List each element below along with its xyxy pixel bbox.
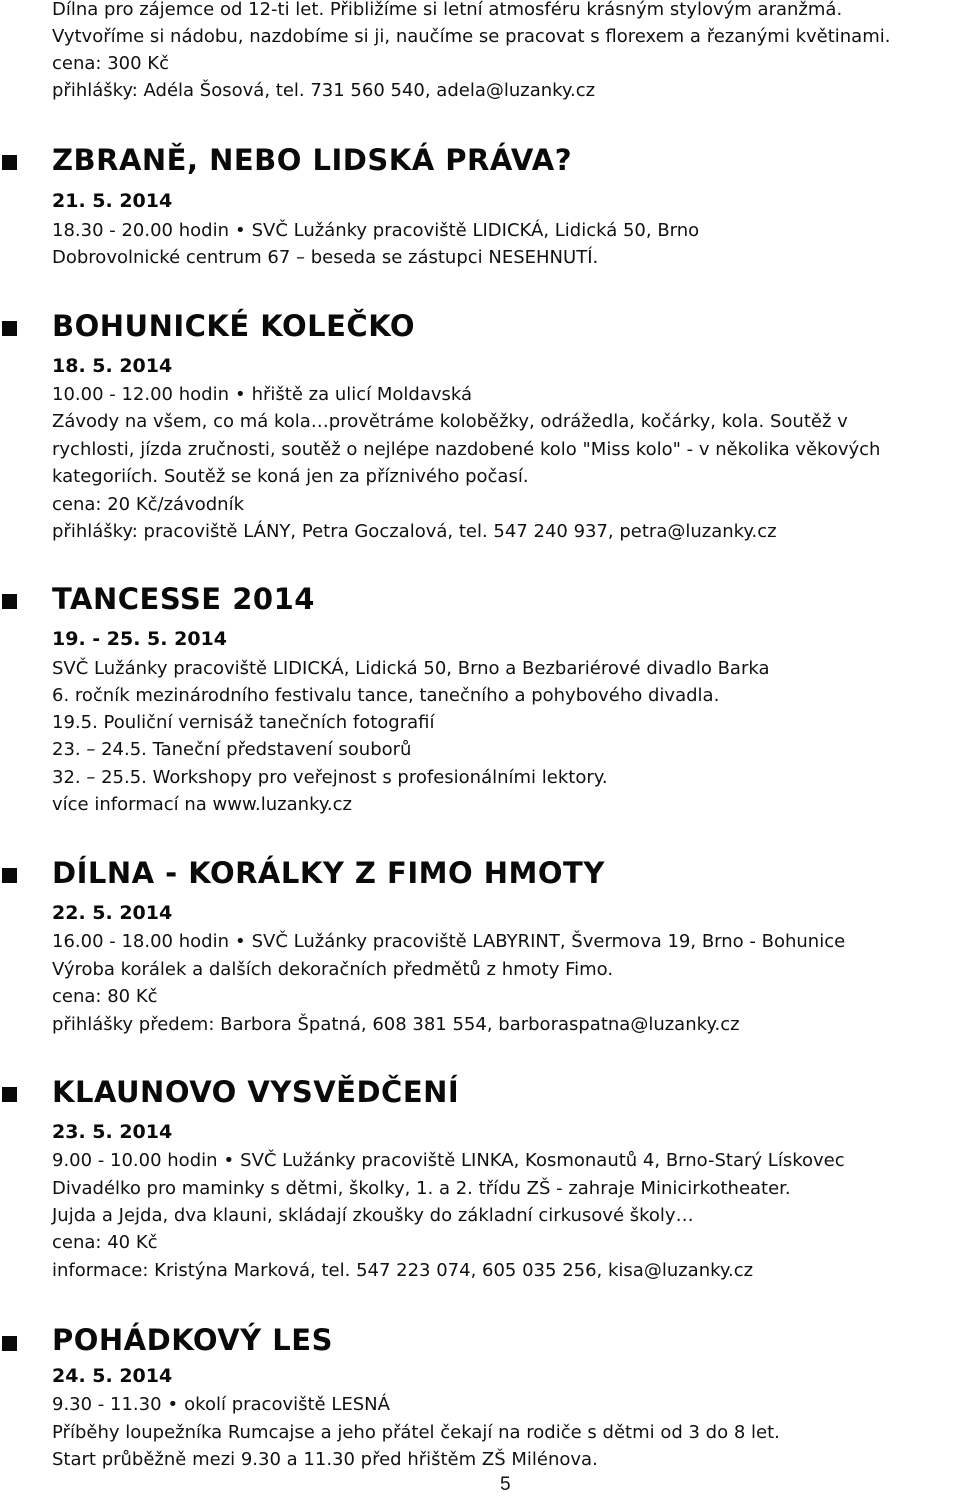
event-place: SVČ Lužánky pracoviště LABYRINT, Švermova 19, Brno - Bohunice <box>251 931 846 952</box>
event-date: 23. 5. 2014 <box>52 1121 173 1143</box>
event-date: 21. 5. 2014 <box>52 190 173 212</box>
event-description: Závody na všem, co má kola…provětráme koloběžky, odrážedla, kočárky, kola. Soutěž v <box>52 411 848 432</box>
event-description: 19.5. Pouliční vernisáž tanečních fotografií <box>52 712 435 733</box>
event-price: cena: 40 Kč <box>52 1232 158 1253</box>
event-description: SVČ Lužánky pracoviště LIDICKÁ, Lidická 50, Brno a Bezbariérové divadlo Barka <box>52 658 770 679</box>
event-time-place <box>52 1391 390 1418</box>
event-description: Divadélko pro maminky s dětmi, školky, 1. a 2. třídu ZŠ - zahraje Minicirkotheater. <box>52 1178 791 1199</box>
event-price: cena: 20 Kč/závodník <box>52 494 244 515</box>
event-date: 18. 5. 2014 <box>52 355 173 377</box>
event-description: Výroba korálek a dalších dekoračních předmětů z hmoty Fimo. <box>52 959 614 980</box>
event-date: 24. 5. 2014 <box>52 1365 173 1387</box>
bullet-icon <box>2 868 17 883</box>
event-date: 19. - 25. 5. 2014 <box>52 628 227 650</box>
intro-line-1: Dílna pro zájemce od 12-ti let. Přibližíme si letní atmosféru krásným stylovým aranžmá. <box>52 0 843 20</box>
event-info: více informací na www.luzanky.cz <box>52 794 352 815</box>
separator-bullet-icon: • <box>223 1150 235 1171</box>
event-time-place <box>52 1147 845 1174</box>
bullet-icon <box>2 1336 17 1351</box>
intro-line-2: Vytvoříme si nádobu, nazdobíme si ji, naučíme se pracovat s florexem a řezanými květinami. <box>52 26 891 47</box>
event-time: 9.00 - 10.00 hodin <box>52 1150 218 1171</box>
event-title: ZBRANĚ, NEBO LIDSKÁ PRÁVA? <box>52 143 573 177</box>
event-description: Jujda a Jejda, dva klauni, skládají zkoušky do základní cirkusové školy… <box>52 1205 694 1226</box>
event-title: TANCESSE 2014 <box>52 582 315 616</box>
page-number: 5 <box>500 1474 511 1495</box>
event-registration: přihlášky předem: Barbora Špatná, 608 381 554, barboraspatna@luzanky.cz <box>52 1014 740 1035</box>
event-title: BOHUNICKÉ KOLEČKO <box>52 309 416 343</box>
bullet-icon <box>2 594 17 609</box>
event-description: Dobrovolnické centrum 67 – beseda se zástupci NESEHNUTÍ. <box>52 247 599 268</box>
event-description: Příběhy loupežníka Rumcajse a jeho přátel čekají na rodiče s dětmi od 3 do 8 let. <box>52 1422 780 1443</box>
event-date: 22. 5. 2014 <box>52 902 173 924</box>
separator-bullet-icon: • <box>234 384 246 405</box>
event-time: 16.00 - 18.00 hodin <box>52 931 229 952</box>
event-description: 6. ročník mezinárodního festivalu tance, tanečního a pohybového divadla. <box>52 685 720 706</box>
event-title: KLAUNOVO VYSVĚDČENÍ <box>52 1075 460 1109</box>
event-title: DÍLNA - KORÁLKY Z FIMO HMOTY <box>52 856 605 890</box>
event-time-place <box>52 381 472 408</box>
event-description: 23. – 24.5. Taneční představení souborů <box>52 739 412 760</box>
event-time: 10.00 - 12.00 hodin <box>52 384 229 405</box>
bullet-icon <box>2 155 17 170</box>
intro-registration: přihlášky: Adéla Šosová, tel. 731 560 540, adela@luzanky.cz <box>52 80 596 101</box>
event-description: kategoriích. Soutěž se koná jen za příznivého počasí. <box>52 466 529 487</box>
event-time: 9.30 - 11.30 <box>52 1394 162 1415</box>
event-price: cena: 80 Kč <box>52 986 158 1007</box>
event-description: Start průběžně mezi 9.30 a 11.30 před hřištěm ZŠ Milénova. <box>52 1449 598 1470</box>
event-place: SVČ Lužánky pracoviště LIDICKÁ, Lidická 50, Brno <box>251 220 700 241</box>
event-description: 32. – 25.5. Workshopy pro veřejnost s profesionálními lektory. <box>52 767 608 788</box>
event-time-place <box>52 217 699 244</box>
intro-price: cena: 300 Kč <box>52 53 169 74</box>
event-place: SVČ Lužánky pracoviště LINKA, Kosmonautů 4, Brno-Starý Lískovec <box>240 1150 845 1171</box>
bullet-icon <box>2 1087 17 1102</box>
event-time-place <box>52 928 845 955</box>
event-place: okolí pracoviště LESNÁ <box>184 1394 390 1415</box>
event-description: rychlosti, jízda zručnosti, soutěž o nejlépe nazdobené kolo "Miss kolo" - v několika věkových <box>52 439 881 460</box>
bullet-icon <box>2 321 17 336</box>
separator-bullet-icon: • <box>167 1394 179 1415</box>
event-registration: přihlášky: pracoviště LÁNY, Petra Goczalová, tel. 547 240 937, petra@luzanky.cz <box>52 521 777 542</box>
separator-bullet-icon: • <box>234 931 246 952</box>
separator-bullet-icon: • <box>234 220 246 241</box>
event-title: POHÁDKOVÝ LES <box>52 1323 333 1357</box>
event-time: 18.30 - 20.00 hodin <box>52 220 229 241</box>
event-place: hřiště za ulicí Moldavská <box>251 384 473 405</box>
event-info: informace: Kristýna Marková, tel. 547 223 074, 605 035 256, kisa@luzanky.cz <box>52 1260 754 1281</box>
